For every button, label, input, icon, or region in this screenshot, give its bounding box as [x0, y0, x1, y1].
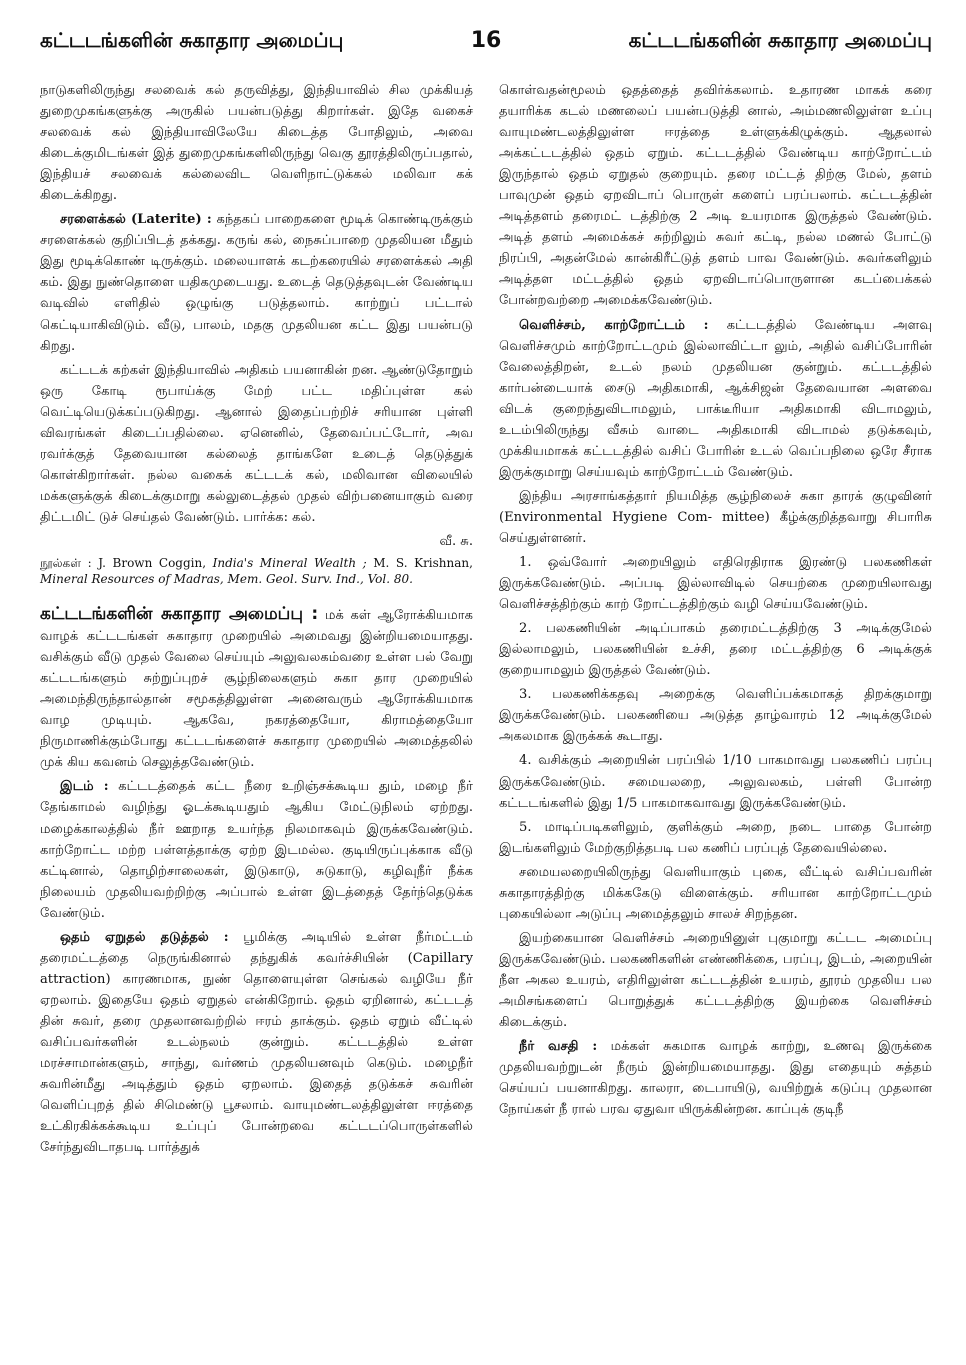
reference-author: M. S. Krishnan, — [373, 556, 473, 571]
paragraph-text: மக் கள் ஆரோக்கியமாக வாழக் கட்டடங்கள் சுகாதார முறையில் அமைவது இன்றியமையாதது. வசிக்கும் வீடு முதல் வேலை செய்யும் அலுவலகம்வரை உள்ள பல் வேறு கட்டடங்களும் சுற்றுப்புறச் சூழ்நிலைகளும் சுகா தார முறையில் அமைந்திருந்தால்தான் சமூகத்திலுள்ள அனைவரும் ஆரோக்கியமாக வாழ முடியும். ஆகவே, நகரத்தையோ, கிராமத்தையோ நிருமாணிக்கும்போது கட்டடங்களைச் சுகாதார முறையில் அமைத்தலில் முக் கிய கவனம் செலுத்தவேண்டும். — [40, 608, 473, 771]
references-label: நூல்கள் : — [40, 556, 92, 571]
paragraph: இயற்கையான வெளிச்சம் அறையினுள் புகுமாறு கட்டட அமைப்பு இருக்கவேண்டும். பலகணிகளின் எண்ணிக்கை, பரப்பு, இடம், அறையின் நீள அகல உயரம், எதிரிலுள்ள கட்டடத்தின் உயரம், தூரம் முதலிய பல அமிசங்களைப் பொறுத்துக் கட்டடத்திற்கு இயற்கை வெளிச்சம் கிடைக்கும். — [499, 930, 932, 1031]
paragraph: கொள்வதன்மூலம் ஒதத்தைத் தவிர்க்கலாம். உதாரண மாகக் கரை தயாரிக்க கடல் மணலைப் பயன்படுத்தி னால், அம்மணலிலுள்ள உப்பு வாயுமண்டலத்திலுள்ள ஈரத்தை உள்ளுக்கிழுக்கும். ஆதலால் அக்கட்டடத்தில் ஒதம் ஏறும். கட்டடத்தில் வேண்டிய காற்றோட்டம் இருந்தால் ஒதம் ஏறுதல் குறையும். தரை மட்டத் திற்கு மேல், தளம் பாவுமுன் ஒதம் ஏறவிடாப் பொருள் களைப் பரப்பலாம். கட்டடத்தின் அடித்தளம் தரைமட் டத்திற்கு 2 அடி உயரமாக இருத்தல் வேண்டும். அடித் தளம் அமைக்கச் சுற்றிலும் சுவர் கட்டி, நல்ல மணல் போட்டு நிரப்பி, அதன்மேல் கான்கிரீட்டுத் தளம் பாவ வேண்டும். சுவர்களிலும் அடித்தள மட்டத்தில் ஒதம் ஏறவிடாப்பொருளான கடப்பைக்கல் போன்றவற்றை அமைக்கவேண்டும். — [499, 83, 932, 309]
paragraph: சமையலறையிலிருந்து வெளியாகும் புகை, வீட்டில் வசிப்பவரின் சுகாதாரத்திற்கு மிக்ககேடு விளைக்கும். சரியான காற்றோட்டமும் புகையில்லா அடுப்பு அமைத்தலும் சாலச் சிறந்தன. — [499, 864, 932, 922]
paragraph: கட்டடக் கற்கள் இந்தியாவில் அதிகம் பயனாகின் றன. ஆண்டுதோறும் ஒரு கோடி ரூபாய்க்கு மேற் பட்ட மதிப்புள்ள கல் வெட்டியெடுக்கப்படுகிறது. ஆனால் இதைப்பற்றிச் சரியான புள்ளி விவரங்கள் கிடைப்பதில்லை. ஏனெனில், தேவைப்பட்டோர், அவ ரவர்க்குத் தேவையான கல்லைத் தாங்களே உடைத் தெடுத்துக் கொள்கிறார்கள். நல்ல வகைக் கட்டடக் கல், மலிவான விலையில் மக்களுக்குக் கிடைக்குமாறு கல்லுடைத்தல் முதல் விற்பனையாகும் வரை திட்டமிட் டுச் செய்தல் வேண்டும். பார்க்க: கல். — [40, 362, 473, 525]
left-column — [40, 80, 473, 1161]
author-initials: வீ. சு. — [439, 533, 473, 549]
list-item: 4. வசிக்கும் அறையின் பரப்பில் 1/10 பாகமாவது பலகணிப் பரப்பு இருக்கவேண்டும். சமையலறை, அலுவலகம், பள்ளி போன்ற கட்டடங்களில் இது 1/5 பாகமாகவாவது இருக்கவேண்டும். — [499, 753, 932, 811]
list-item: 1. ஒவ்வோர் அறையிலும் எதிரெதிராக இரண்டு பலகணிகள் இருக்கவேண்டும். அப்படி இல்லாவிடில் செயற்கை முறையிலாவது வெளிச்சத்திற்கும் காற் றோட்டத்திற்கும் வழி செய்யவேண்டும். — [499, 555, 932, 613]
article-intro — [40, 604, 473, 773]
paragraph: இந்திய அரசாங்கத்தார் நியமித்த சூழ்நிலைச் சுகா தாரக் குழுவினர் (Environmental Hygiene Com- mittee) கீழ்க்குறித்தவாறு சிபாரிசு செய்துள்ளனர். — [499, 488, 932, 546]
article-title: கட்டடங்களின் சுகாதார அமைப்பு : — [40, 604, 319, 625]
page-header — [40, 28, 932, 64]
reference-author: J. Brown Coggin, — [98, 556, 207, 571]
reference-title: India's Mineral Wealth ; — [212, 556, 367, 571]
references — [40, 555, 473, 587]
paragraph-lead: ஒதம் ஏறுதல் தடுத்தல் : — [60, 929, 229, 945]
paragraph-lead: சரளைக்கல் (Laterite) : — [60, 212, 212, 228]
paragraph-damp — [40, 927, 473, 1159]
paragraph-water — [499, 1036, 932, 1120]
paragraph-text: கந்தகப் பாறைகளை மூடிக் கொண்டிருக்கும் சரளைக்கல் குறிப்பிடத் தக்கது. கருங் கல், நைசுப்பாறை முதலியன மீதும் இது மூடிக்கொண் டிருக்கும். மலையாளக் கடற்கரையில் சரளைக்கல் அதி கம். இது நுண்தொளை யதிகமுடையது. உடைத் தெடுத்தவுடன் வேண்டிய வடிவில் எளிதில் ஒழுங்கு படுத்தலாம். காற்றுப் பட்டால் கெட்டியாகிவிடும். வீடு, பாலம், மதகு முதலியன கட்ட இது பயன்படு கிறது. — [40, 212, 473, 354]
paragraph-text: கட்டடத்தைக் கட்ட நீரை உறிஞ்சக்கூடிய தும், மழை நீர் தேங்காமல் வழிந்து ஓடக்கூடியதும் ஆகிய மேட்டுநிலம் ஏற்றது. மழைக்காலத்தில் நீர் ஊறாத உயர்ந்த நிலமாகவும் இருக்கவேண்டும். காற்றோட்ட மற்ற பள்ளத்தாக்கு ஏற்ற இடமல்ல. குடியிருப்புக்காக வீடு கட்டினால், தொழிற்சாலைகள், இடுகாடு, சுடுகாடு, கழிவுநீர் நீக்க நிலையம் முதலியவற்றிற்கு அப்பால் உள்ள இடத்தைத் தேர்ந்தெடுக்க வேண்டும். — [40, 779, 473, 921]
paragraph-laterite — [40, 209, 473, 356]
paragraph-text: மக்கள் சுகமாக வாழக் காற்று, உணவு இருக்கை முதலியவற்றுடன் நீரும் இன்றியமையாதது. இது எதையும் சுத்தம் செய்யப் பயனாகிறது. காலரா, டைபாயிடு, வயிற்றுக் கடுப்பு முதலான நோய்கள் நீ ரால் பரவ ஏதுவா யிருக்கின்றன. காப்புக் குடிநீ — [499, 1039, 932, 1118]
paragraph: நாடுகளிலிருந்து சலவைக் கல் தருவித்து, இந்தியாவில் சில முக்கியத் துறைமுகங்களுக்கு அருகில் பயன்படுத்து கிறார்கள். இதே வகைச் சலவைக் கல் இந்தியாவிலேயே கிடைத்த போதிலும், அவை கிடைக்குமிடங்கள் இத் துறைமுகங்களிலிருந்து வெகு தூரத்திலிருப்பதால், இந்தியச் சலவைக் கல்லைவிட வெளிநாட்டுக்கல் மலிவா கக் கிடைக்கிறது. — [40, 83, 473, 204]
right-column — [499, 80, 932, 1161]
reference-title: Mineral Resources of Madras, Mem. Geol. Surv. Ind., Vol. 80. — [40, 572, 413, 587]
paragraph-site — [40, 776, 473, 923]
running-title-left: கட்டடங்களின் சுகாதார அமைப்பு — [40, 28, 344, 52]
paragraph-lead: இடம் : — [60, 779, 109, 795]
paragraph-text: பூமிக்கு அடியில் உள்ள நீர்மட்டம் தரைமட்டத்தை நெருங்கினால் தந்துகிக் கவர்ச்சியின் (Capillary attraction) காரணமாக, நுண் தொளையுள்ள செங்கல் வழியே நீர் ஏறலாம். இதையே ஒதம் ஏறுதல் என்கிறோம். ஒதம் ஏறினால், கட்டடத் தின் சுவர், தரை முதலானவற்றில் ஈரம் தாக்கும். ஒதம் ஏறும் வீட்டில் வசிப்பவர்களின் உடல்நலம் குன்றும். கட்டடத்தில் உள்ள மரச்சாமான்களும், சாந்து, வர்ணம் முதலியனவும் கெடும். மழைநீர் சுவரின்மீது அடித்தும் ஒதம் ஏறலாம். இதைத் தடுக்கச் சுவரின் வெளிப்புறத் தில் சிமெண்டு பூசலாம். வாயுமண்டலத்திலுள்ள ஈரத்தை உட்கிரகிக்கக்கூடிய உப்புப் போன்றவை கட்டடப்பொருள்களில் சேர்ந்துவிடாதபடி பார்த்துக் — [40, 929, 473, 1156]
running-title-right: கட்டடங்களின் சுகாதார அமைப்பு — [628, 28, 932, 52]
list-item: 5. மாடிப்படிகளிலும், குளிக்கும் அறை, நடை பாதை போன்ற இடங்களிலும் மேற்குறித்தபடி பல கணிப் பரப்புத் தேவையில்லை. — [499, 819, 932, 856]
list-item: 2. பலகணியின் அடிப்பாகம் தரைமட்டத்திற்கு 3 அடிக்குமேல் இல்லாமலும், பலகணியின் உச்சி, தரை மட்டத்திற்கு 6 அடிக்குக் குறையாமலும் இருத்தல் வேண்டும். — [499, 621, 932, 679]
list-item: 3. பலகணிக்கதவு அறைக்கு வெளிப்பக்கமாகத் திறக்குமாறு இருக்கவேண்டும். பலகணியை அடுத்த தாழ்வாரம் 12 அடிக்குமேல் அகலமாக இருக்கக் கூடாது. — [499, 687, 932, 745]
paragraph-light — [499, 315, 932, 483]
paragraph-lead: நீர் வசதி : — [519, 1039, 598, 1055]
page-number: 16 — [470, 28, 502, 53]
paragraph-lead: வெளிச்சம், காற்றோட்டம் : — [519, 317, 709, 333]
paragraph-text: கட்டடத்தில் வேண்டிய அளவு வெளிச்சமும் காற்றோட்டமும் இல்லாவிட்டா லும், அதில் வசிப்போரின் வேலைத்திறன், உடல் நலம் முதலியன குன்றும். கட்டடத்தில் கார்பன்டையாக் சைடு அதிகமாகி, ஆக்சிஜன் தேவையான அளவை விடக் குறைந்துவிடாமலும், பாக்டீரியா அதிகமாகி விடாமலும், உடம்பிலிருந்து வீசும் வாடை அதிகமாகி விடாமல் தடுக்கவும், முக்கியமாகக் கட்டடத்தில் வசிப் போரின் உடல் வெப்பநிலை ஒரே சீராக இருக்குமாறு செய்யவும் காற்றோட்டம் வேண்டும். — [499, 317, 932, 480]
text-columns — [40, 80, 932, 1161]
